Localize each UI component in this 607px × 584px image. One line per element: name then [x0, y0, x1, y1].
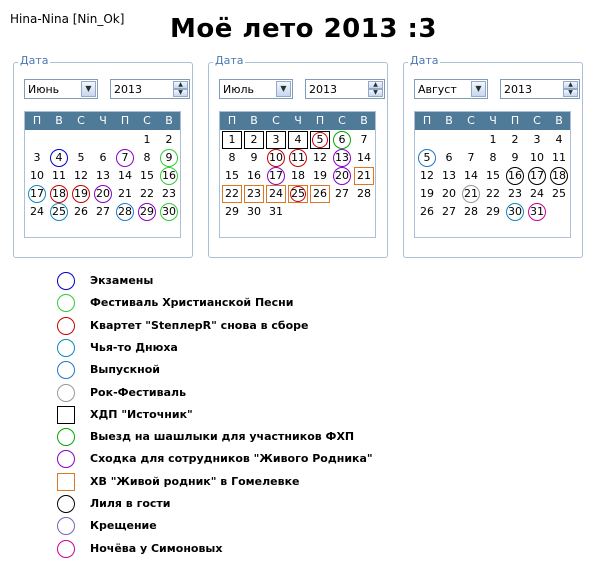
legend-label: Крещение: [90, 519, 157, 533]
day-number: 12: [313, 151, 327, 164]
day-number: 16: [162, 169, 176, 182]
day-number: 3: [33, 151, 41, 164]
day-number: 28: [357, 187, 371, 200]
day-number: 5: [423, 151, 431, 164]
day-cell[interactable]: [482, 149, 504, 167]
day-cell[interactable]: [416, 149, 438, 167]
day-number: 10: [530, 151, 544, 164]
day-number: 18: [52, 187, 66, 200]
day-number: 30: [247, 205, 261, 218]
day-cell[interactable]: [526, 203, 548, 221]
legend-circle-icon: [57, 339, 75, 357]
day-cell[interactable]: [92, 185, 114, 203]
day-cell[interactable]: [70, 203, 92, 221]
day-cell[interactable]: [438, 185, 460, 203]
weekday-header: [415, 112, 570, 130]
weekday-header: [25, 112, 180, 130]
calendar-grid: [219, 111, 376, 238]
day-cell[interactable]: [504, 149, 526, 167]
legend-label: ХВ "Живой родник" в Гомелевке: [90, 474, 300, 488]
day-cell[interactable]: [265, 203, 287, 221]
day-number: 20: [335, 169, 349, 182]
day-number: 17: [30, 187, 44, 200]
day-number: 24: [530, 187, 544, 200]
day-cell[interactable]: [287, 185, 309, 203]
day-number: 12: [420, 169, 434, 182]
legend-circle-icon: [57, 294, 75, 312]
day-cell[interactable]: [26, 185, 48, 203]
day-cell[interactable]: [482, 203, 504, 221]
day-number: 14: [357, 151, 371, 164]
spin-up-icon[interactable]: ▲: [368, 81, 383, 89]
day-number: 28: [464, 205, 478, 218]
legend-item: [55, 448, 455, 470]
day-cell[interactable]: [136, 149, 158, 167]
day-number: 16: [247, 169, 261, 182]
year-value: 2013: [504, 83, 532, 96]
day-number: 20: [96, 187, 110, 200]
weekday-label: С: [143, 114, 151, 127]
day-number: 23: [247, 187, 261, 200]
legend-item: [55, 515, 455, 537]
day-number: 19: [313, 169, 327, 182]
spin-down-icon[interactable]: ▼: [368, 89, 383, 97]
day-number: 2: [511, 133, 519, 146]
day-cell[interactable]: [136, 167, 158, 185]
date-group-august: [403, 54, 583, 258]
day-cell[interactable]: [331, 167, 353, 185]
day-number: 6: [99, 151, 107, 164]
legend-label: Квартет "StеплерR" снова в сборе: [90, 318, 309, 332]
day-number: 22: [140, 187, 154, 200]
calendar-grid: [24, 111, 181, 238]
day-cell[interactable]: [221, 149, 243, 167]
day-cell[interactable]: [26, 167, 48, 185]
day-cell[interactable]: [460, 185, 482, 203]
weekday-label: П: [227, 114, 237, 127]
month-value: Июнь: [28, 83, 60, 96]
day-cell[interactable]: [243, 131, 265, 149]
legend-label: Чья-то Днюха: [90, 340, 178, 354]
weekday-label: П: [422, 114, 432, 127]
day-number: 12: [74, 169, 88, 182]
day-number: 22: [486, 187, 500, 200]
day-cell[interactable]: [265, 167, 287, 185]
day-cell[interactable]: [331, 149, 353, 167]
month-dropdown[interactable]: [24, 79, 98, 99]
day-number: 19: [74, 187, 88, 200]
day-number: 6: [445, 151, 453, 164]
day-cell[interactable]: [114, 203, 136, 221]
day-number: 14: [464, 169, 478, 182]
legend-item: [55, 337, 455, 359]
day-cell[interactable]: [309, 149, 331, 167]
day-number: 11: [291, 151, 305, 164]
legend-circle-icon: [57, 272, 75, 290]
day-cell[interactable]: [136, 131, 158, 149]
day-cell[interactable]: [548, 167, 570, 185]
day-cell[interactable]: [136, 203, 158, 221]
weekday-label: П: [120, 114, 130, 127]
day-cell[interactable]: [438, 203, 460, 221]
day-cell[interactable]: [221, 167, 243, 185]
day-number: 30: [508, 205, 522, 218]
day-number: 26: [420, 205, 434, 218]
month-dropdown[interactable]: [219, 79, 293, 99]
weekday-label: П: [510, 114, 520, 127]
day-number: 18: [291, 169, 305, 182]
legend-label: Выпускной: [90, 363, 160, 377]
day-number: 20: [442, 187, 456, 200]
weekday-label: С: [77, 114, 85, 127]
day-cell[interactable]: [438, 149, 460, 167]
weekday-label: В: [555, 114, 563, 127]
day-number: 4: [294, 133, 302, 146]
weekday-label: В: [445, 114, 453, 127]
day-number: 23: [162, 187, 176, 200]
legend-item: [55, 382, 455, 404]
day-cell[interactable]: [526, 167, 548, 185]
legend-label: Сходка для сотрудников "Живого Родника": [90, 452, 373, 466]
day-cell[interactable]: [331, 185, 353, 203]
day-number: 17: [269, 169, 283, 182]
day-number: 2: [165, 133, 173, 146]
day-number: 9: [511, 151, 519, 164]
day-number: 23: [508, 187, 522, 200]
day-cell[interactable]: [504, 131, 526, 149]
day-number: 14: [118, 169, 132, 182]
day-number: 9: [165, 151, 173, 164]
day-number: 18: [552, 169, 566, 182]
day-cell[interactable]: [309, 185, 331, 203]
day-cell[interactable]: [353, 185, 375, 203]
day-cell[interactable]: [48, 149, 70, 167]
day-number: 28: [118, 205, 132, 218]
day-cell[interactable]: [114, 185, 136, 203]
day-cell[interactable]: [504, 203, 526, 221]
legend-item: [55, 315, 455, 337]
legend-label: Лиля в гости: [90, 497, 171, 510]
day-cell[interactable]: [265, 185, 287, 203]
day-cell[interactable]: [309, 167, 331, 185]
weekday-label: С: [533, 114, 541, 127]
day-number: 25: [52, 205, 66, 218]
legend-circle-icon: [57, 495, 75, 513]
legend-circle-icon: [57, 540, 75, 558]
day-number: 7: [121, 151, 129, 164]
day-number: 11: [52, 169, 66, 182]
day-number: 13: [442, 169, 456, 182]
day-number: 15: [486, 169, 500, 182]
day-cell[interactable]: [460, 203, 482, 221]
day-cell[interactable]: [243, 149, 265, 167]
page-title: Моё лето 2013 :3: [170, 14, 437, 44]
legend-label: Ночёва у Симоновых: [90, 541, 223, 555]
day-cell[interactable]: [158, 149, 180, 167]
day-cell[interactable]: [526, 185, 548, 203]
group-label: Дата: [215, 54, 244, 67]
day-cell[interactable]: [504, 185, 526, 203]
day-number: 22: [225, 187, 239, 200]
legend-item: [55, 471, 455, 493]
day-cell[interactable]: [48, 185, 70, 203]
day-cell[interactable]: [482, 131, 504, 149]
day-number: 1: [489, 133, 497, 146]
day-number: 17: [530, 169, 544, 182]
day-cell[interactable]: [243, 203, 265, 221]
legend-circle-icon: [57, 384, 75, 402]
day-number: 7: [467, 151, 475, 164]
legend-circle-icon: [57, 361, 75, 379]
day-number: 26: [313, 187, 327, 200]
weekday-label: В: [360, 114, 368, 127]
day-number: 8: [489, 151, 497, 164]
day-number: 4: [55, 151, 63, 164]
weekday-label: С: [467, 114, 475, 127]
weekday-label: В: [250, 114, 258, 127]
spin-up-icon[interactable]: ▲: [563, 81, 578, 89]
day-number: 1: [143, 133, 151, 146]
legend-label: Фестиваль Христианской Песни: [90, 296, 294, 310]
day-cell[interactable]: [26, 203, 48, 221]
day-number: 24: [30, 205, 44, 218]
spin-down-icon[interactable]: ▼: [563, 89, 578, 97]
legend-square-icon: [57, 473, 75, 491]
day-cell[interactable]: [526, 131, 548, 149]
day-number: 13: [96, 169, 110, 182]
weekday-label: В: [55, 114, 63, 127]
weekday-label: П: [315, 114, 325, 127]
day-number: 29: [225, 205, 239, 218]
day-number: 8: [143, 151, 151, 164]
legend-item: [55, 292, 455, 314]
spin-down-icon[interactable]: ▼: [173, 89, 188, 97]
day-cell[interactable]: [48, 167, 70, 185]
author-label: Hina-Nina [Nin_Ok]: [10, 12, 125, 26]
day-number: 21: [118, 187, 132, 200]
day-cell[interactable]: [221, 185, 243, 203]
year-value: 2013: [309, 83, 337, 96]
spin-up-icon[interactable]: ▲: [173, 81, 188, 89]
day-number: 11: [552, 151, 566, 164]
day-cell[interactable]: [331, 131, 353, 149]
day-cell[interactable]: [221, 131, 243, 149]
day-number: 7: [360, 133, 368, 146]
weekday-label: С: [272, 114, 280, 127]
year-value: 2013: [114, 83, 142, 96]
month-value: Июль: [223, 83, 255, 96]
chevron-down-icon[interactable]: ▼: [276, 81, 291, 97]
day-number: 1: [228, 133, 236, 146]
legend-item: [55, 426, 455, 448]
day-cell[interactable]: [287, 131, 309, 149]
legend-item: [55, 359, 455, 381]
day-number: 5: [316, 133, 324, 146]
day-number: 21: [357, 169, 371, 182]
day-number: 15: [225, 169, 239, 182]
day-cell[interactable]: [287, 149, 309, 167]
day-number: 29: [486, 205, 500, 218]
day-number: 29: [140, 205, 154, 218]
day-number: 26: [74, 205, 88, 218]
legend-item: [55, 538, 455, 560]
legend-label: ХДП "Источник": [90, 407, 193, 421]
day-cell[interactable]: [265, 149, 287, 167]
day-cell[interactable]: [243, 185, 265, 203]
day-cell[interactable]: [548, 149, 570, 167]
day-cell[interactable]: [353, 149, 375, 167]
day-cell[interactable]: [158, 185, 180, 203]
day-number: 30: [162, 205, 176, 218]
day-cell[interactable]: [416, 167, 438, 185]
day-cell[interactable]: [526, 149, 548, 167]
day-cell[interactable]: [158, 167, 180, 185]
day-cell[interactable]: [48, 203, 70, 221]
day-cell[interactable]: [416, 185, 438, 203]
day-number: 6: [338, 133, 346, 146]
day-cell[interactable]: [70, 149, 92, 167]
legend-circle-icon: [57, 317, 75, 335]
weekday-label: Ч: [489, 114, 497, 127]
legend-circle-icon: [57, 517, 75, 535]
group-label: Дата: [20, 54, 49, 67]
day-number: 10: [30, 169, 44, 182]
day-cell[interactable]: [309, 131, 331, 149]
legend-item: [55, 270, 455, 292]
day-cell[interactable]: [460, 149, 482, 167]
day-number: 4: [555, 133, 563, 146]
day-number: 9: [250, 151, 258, 164]
day-number: 27: [335, 187, 349, 200]
day-cell[interactable]: [482, 185, 504, 203]
day-cell[interactable]: [158, 131, 180, 149]
legend-label: Выезд на шашлыки для участников ФХП: [90, 430, 355, 444]
legend-label: Рок-Фестиваль: [90, 385, 187, 399]
weekday-header: [220, 112, 375, 130]
day-cell[interactable]: [548, 185, 570, 203]
year-spinner[interactable]: [500, 79, 580, 99]
weekday-label: С: [338, 114, 346, 127]
day-number: 5: [77, 151, 85, 164]
day-number: 27: [96, 205, 110, 218]
day-cell[interactable]: [243, 167, 265, 185]
day-number: 31: [530, 205, 544, 218]
day-number: 27: [442, 205, 456, 218]
day-number: 24: [269, 187, 283, 200]
legend-item: [55, 493, 455, 515]
weekday-label: Ч: [294, 114, 302, 127]
day-number: 13: [335, 151, 349, 164]
month-value: Август: [418, 83, 457, 96]
day-cell[interactable]: [482, 167, 504, 185]
day-cell[interactable]: [460, 167, 482, 185]
day-number: 3: [272, 133, 280, 146]
date-group-june: [13, 54, 193, 258]
day-cell[interactable]: [265, 131, 287, 149]
day-number: 2: [250, 133, 258, 146]
day-cell[interactable]: [136, 185, 158, 203]
legend-circle-icon: [57, 428, 75, 446]
year-spinner[interactable]: [110, 79, 190, 99]
day-number: 16: [508, 169, 522, 182]
day-number: 10: [269, 151, 283, 164]
day-number: 31: [269, 205, 283, 218]
day-cell[interactable]: [158, 203, 180, 221]
weekday-label: Ч: [99, 114, 107, 127]
day-number: 15: [140, 169, 154, 182]
day-cell[interactable]: [114, 149, 136, 167]
day-number: 25: [291, 187, 305, 200]
day-number: 25: [552, 187, 566, 200]
date-group-july: [208, 54, 388, 258]
calendar-grid: [414, 111, 571, 238]
legend-item: [55, 404, 455, 426]
legend-label: Экзамены: [90, 274, 154, 287]
month-dropdown[interactable]: [414, 79, 488, 99]
day-number: 19: [420, 187, 434, 200]
day-cell[interactable]: [26, 149, 48, 167]
year-spinner[interactable]: [305, 79, 385, 99]
day-cell[interactable]: [92, 167, 114, 185]
day-cell[interactable]: [353, 167, 375, 185]
day-cell[interactable]: [548, 131, 570, 149]
day-cell[interactable]: [416, 203, 438, 221]
legend-square-icon: [57, 406, 75, 424]
day-cell[interactable]: [504, 167, 526, 185]
day-cell[interactable]: [114, 167, 136, 185]
day-cell[interactable]: [287, 167, 309, 185]
day-cell[interactable]: [353, 131, 375, 149]
weekday-label: В: [165, 114, 173, 127]
day-number: 21: [464, 187, 478, 200]
day-number: 8: [228, 151, 236, 164]
day-cell[interactable]: [438, 167, 460, 185]
day-cell[interactable]: [70, 167, 92, 185]
weekday-label: П: [32, 114, 42, 127]
day-cell[interactable]: [221, 203, 243, 221]
day-cell[interactable]: [92, 149, 114, 167]
chevron-down-icon[interactable]: ▼: [81, 81, 96, 97]
chevron-down-icon[interactable]: ▼: [471, 81, 486, 97]
legend-circle-icon: [57, 450, 75, 468]
day-cell[interactable]: [92, 203, 114, 221]
group-label: Дата: [410, 54, 439, 67]
day-number: 3: [533, 133, 541, 146]
day-cell[interactable]: [70, 185, 92, 203]
